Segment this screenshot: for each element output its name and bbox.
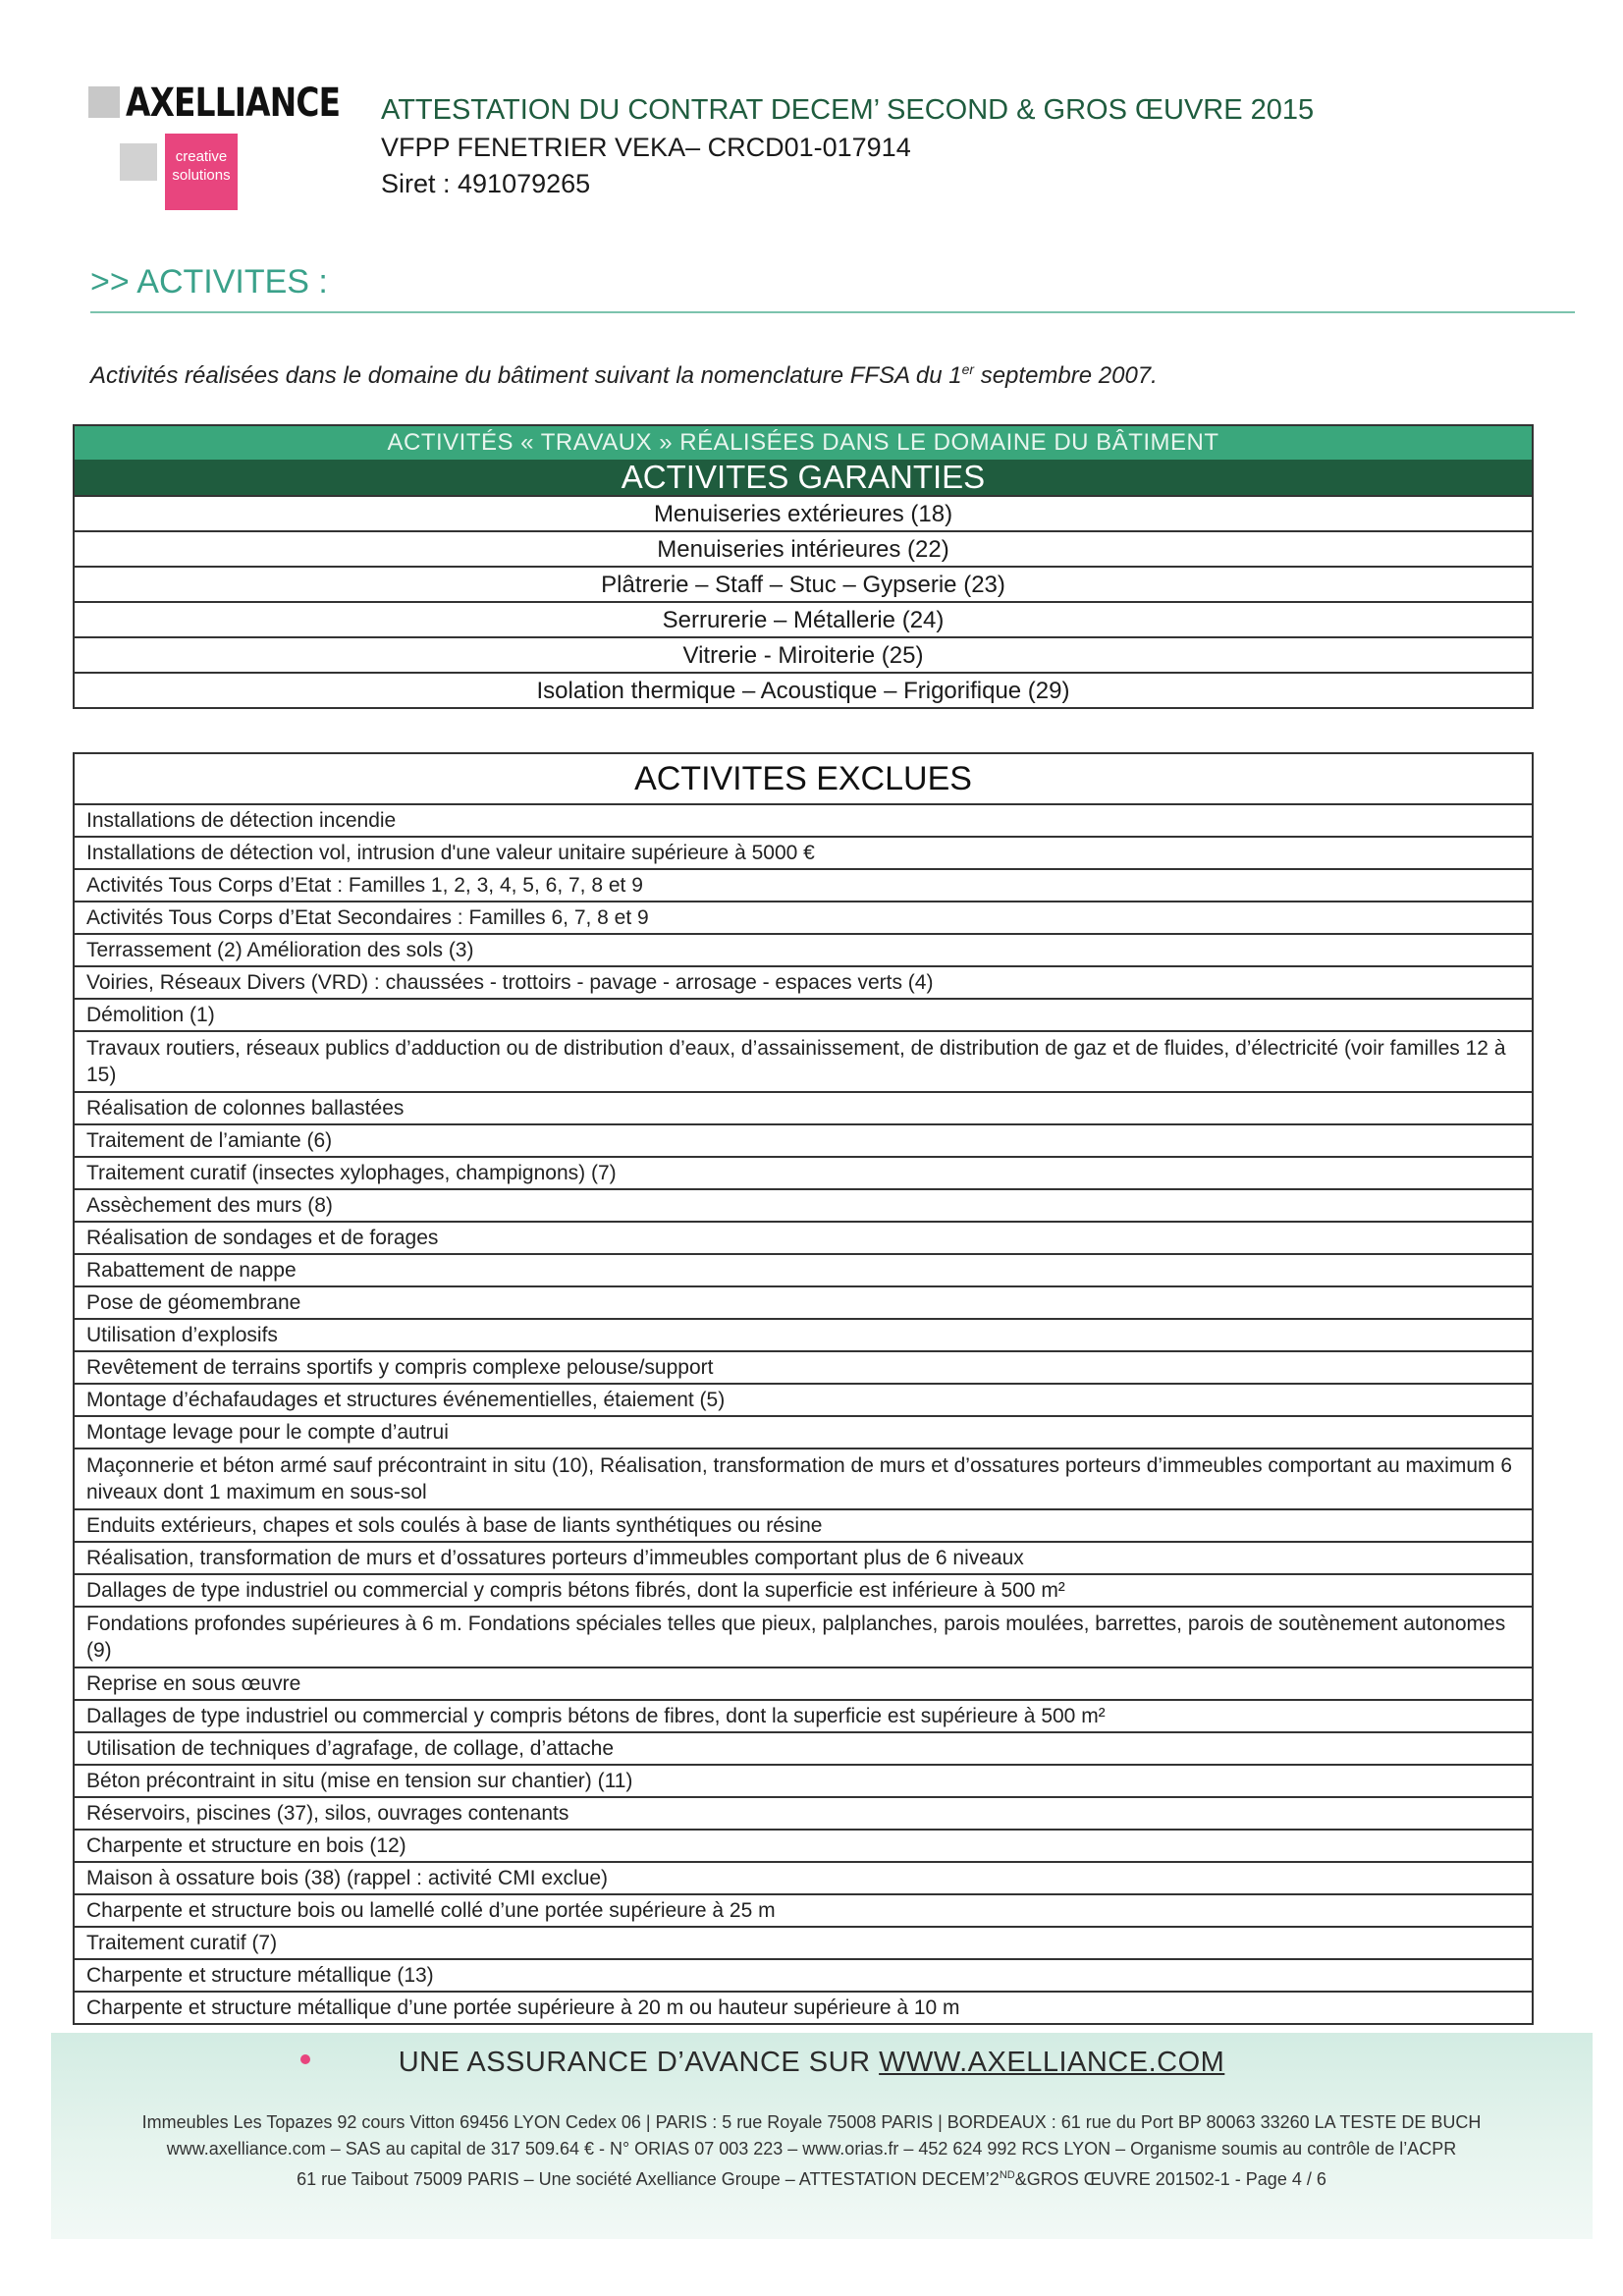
intro-text-sup: er <box>961 361 975 377</box>
logo-square-icon <box>120 143 157 181</box>
excluded-activity-row: Installations de détection incendie <box>75 803 1532 836</box>
guaranteed-activity-row: Menuiseries intérieures (22) <box>75 530 1532 566</box>
footer-page-line <box>0 2162 1623 2193</box>
section-heading: >> ACTIVITES : <box>90 263 328 301</box>
excluded-activity-row: Montage levage pour le compte d’autrui <box>75 1415 1532 1448</box>
footer-address-line: Immeubles Les Topazes 92 cours Vitton 69456 LYON Cedex 06 | PARIS : 5 rue Royale 75008 PARIS | BORDEAUX : 61 rue du Port BP 80063 33260 LA TESTE DE BUCH <box>141 2112 1482 2132</box>
section-divider <box>90 311 1575 313</box>
excluded-activity-row: Traitement curatif (7) <box>75 1926 1532 1958</box>
excluded-activity-row: Activités Tous Corps d’Etat Secondaires : Familles 6, 7, 8 et 9 <box>75 901 1532 933</box>
guaranteed-activities-table <box>73 424 1534 709</box>
guaranteed-activity-row: Vitrerie - Miroiterie (25) <box>75 636 1532 672</box>
excluded-activity-row: Charpente et structure bois ou lamellé collé d’une portée supérieure à 25 m <box>75 1893 1532 1926</box>
excluded-activities-table <box>73 752 1534 2025</box>
intro-text <box>90 361 1158 390</box>
excluded-activity-row: Traitement de l’amiante (6) <box>75 1123 1532 1156</box>
excluded-activity-row: Reprise en sous œuvre <box>75 1667 1532 1699</box>
document-title-block <box>381 94 1314 199</box>
excluded-activity-row: Rabattement de nappe <box>75 1253 1532 1285</box>
contract-reference: VFPP FENETRIER VEKA– CRCD01-017914 <box>381 133 911 162</box>
guaranteed-activity-row: Plâtrerie – Staff – Stuc – Gypserie (23) <box>75 566 1532 601</box>
excluded-activity-row: Traitement curatif (insectes xylophages, champignons) (7) <box>75 1156 1532 1188</box>
excluded-activity-row: Fondations profondes supérieures à 6 m. Fondations spéciales telles que pieux, palplanches, parois moulées, barrettes, parois de soutènement autonomes (9) <box>75 1606 1532 1667</box>
excluded-activity-row: Démolition (1) <box>75 998 1532 1030</box>
excluded-activity-row: Terrassement (2) Amélioration des sols (3) <box>75 933 1532 965</box>
document-title: ATTESTATION DU CONTRAT DECEM’ SECOND & GROS ŒUVRE 2015 <box>381 94 1315 126</box>
excluded-activity-row: Charpente et structure métallique d’une portée supérieure à 20 m ou hauteur supérieure à 10 m <box>75 1991 1532 2023</box>
axelliance-logo <box>88 77 341 214</box>
excluded-activity-row: Charpente et structure en bois (12) <box>75 1829 1532 1861</box>
excluded-activity-row: Travaux routiers, réseaux publics d’adduction ou de distribution d’eaux, d’assainissement, de distribution de gaz et de fluides, d’électricité (voir familles 12 à 15) <box>75 1030 1532 1091</box>
logo-tagline-line: creative <box>175 148 228 165</box>
footer-company-line: www.axelliance.com – SAS au capital de 317 509.64 € - N° ORIAS 07 003 223 – www.orias.fr – 452 624 992 RCS LYON – Organisme soumis au contrôle de l’ACPR <box>166 2139 1457 2159</box>
table-band-title: ACTIVITÉS « TRAVAUX » RÉALISÉES DANS LE DOMAINE DU BÂTIMENT <box>75 426 1532 460</box>
excluded-activity-row: Assèchement des murs (8) <box>75 1188 1532 1221</box>
logo-brand-text: AXELLIANCE <box>126 81 341 126</box>
guaranteed-heading: ACTIVITES GARANTIES <box>75 460 1532 495</box>
excluded-activity-row: Activités Tous Corps d’Etat : Familles 1, 2, 3, 4, 5, 6, 7, 8 et 9 <box>75 868 1532 901</box>
footer-tagline-text: UNE ASSURANCE D’AVANCE SUR <box>398 2047 880 2078</box>
footer-tagline <box>0 2047 1623 2079</box>
logo-tagline-line: solutions <box>172 167 231 184</box>
excluded-activity-row: Montage d’échafaudages et structures événementielles, étaiement (5) <box>75 1383 1532 1415</box>
excluded-activity-row: Réalisation, transformation de murs et d’ossatures porteurs d’immeubles comportant plus de 6 niveaux <box>75 1541 1532 1573</box>
siret-number: Siret : 491079265 <box>381 169 591 198</box>
excluded-activity-row: Réalisation de colonnes ballastées <box>75 1091 1532 1123</box>
excluded-activity-row: Enduits extérieurs, chapes et sols coulés à base de liants synthétiques ou résine <box>75 1508 1532 1541</box>
excluded-activity-row: Maçonnerie et béton armé sauf précontraint in situ (10), Réalisation, transformation de murs et d’ossatures porteurs d’immeubles comportant au maximum 6 niveaux dont 1 maximum en sous-sol <box>75 1448 1532 1508</box>
intro-text-main: Activités réalisées dans le domaine du bâtiment suivant la nomenclature FFSA du 1 <box>90 362 962 389</box>
excluded-activity-row: Maison à ossature bois (38) (rappel : activité CMI exclue) <box>75 1861 1532 1893</box>
excluded-activity-row: Réalisation de sondages et de forages <box>75 1221 1532 1253</box>
footer-page-number: &GROS ŒUVRE 201502-1 - Page 4 / 6 <box>1014 2169 1326 2189</box>
excluded-activity-row: Réservoirs, piscines (37), silos, ouvrages contenants <box>75 1796 1532 1829</box>
excluded-activity-row: Dallages de type industriel ou commercial y compris bétons fibrés, dont la superficie est inférieure à 500 m² <box>75 1573 1532 1606</box>
excluded-activity-row: Dallages de type industriel ou commercial y compris bétons de fibres, dont la superficie est supérieure à 500 m² <box>75 1699 1532 1731</box>
excluded-activity-row: Utilisation de techniques d’agrafage, de collage, d’attache <box>75 1731 1532 1764</box>
excluded-activity-row: Voiries, Réseaux Divers (VRD) : chaussées - trottoirs - pavage - arrosage - espaces verts (4) <box>75 965 1532 998</box>
excluded-activity-row: Utilisation d’explosifs <box>75 1318 1532 1350</box>
excluded-activity-row: Pose de géomembrane <box>75 1285 1532 1318</box>
intro-text-end: septembre 2007. <box>974 362 1158 389</box>
guaranteed-activity-row: Serrurerie – Métallerie (24) <box>75 601 1532 636</box>
excluded-activity-row: Revêtement de terrains sportifs y compris complexe pelouse/support <box>75 1350 1532 1383</box>
guaranteed-activity-row: Menuiseries extérieures (18) <box>75 495 1532 530</box>
logo-tagline-box <box>165 134 238 210</box>
logo-square-icon <box>88 86 120 118</box>
footer-page-sup: ND <box>999 2169 1015 2181</box>
excluded-activity-row: Charpente et structure métallique (13) <box>75 1958 1532 1991</box>
excluded-heading: ACTIVITES EXCLUES <box>634 760 972 797</box>
footer-website-link[interactable]: WWW.AXELLIANCE.COM <box>879 2047 1225 2078</box>
guaranteed-activity-row: Isolation thermique – Acoustique – Frigorifique (29) <box>75 672 1532 707</box>
footer-legal-text <box>0 2109 1623 2193</box>
excluded-activity-row: Béton précontraint in situ (mise en tension sur chantier) (11) <box>75 1764 1532 1796</box>
footer-page-text: 61 rue Taibout 75009 PARIS – Une société Axelliance Groupe – ATTESTATION DECEM’2 <box>297 2169 1000 2189</box>
excluded-activity-row: Installations de détection vol, intrusion d'une valeur unitaire supérieure à 5000 € <box>75 836 1532 868</box>
